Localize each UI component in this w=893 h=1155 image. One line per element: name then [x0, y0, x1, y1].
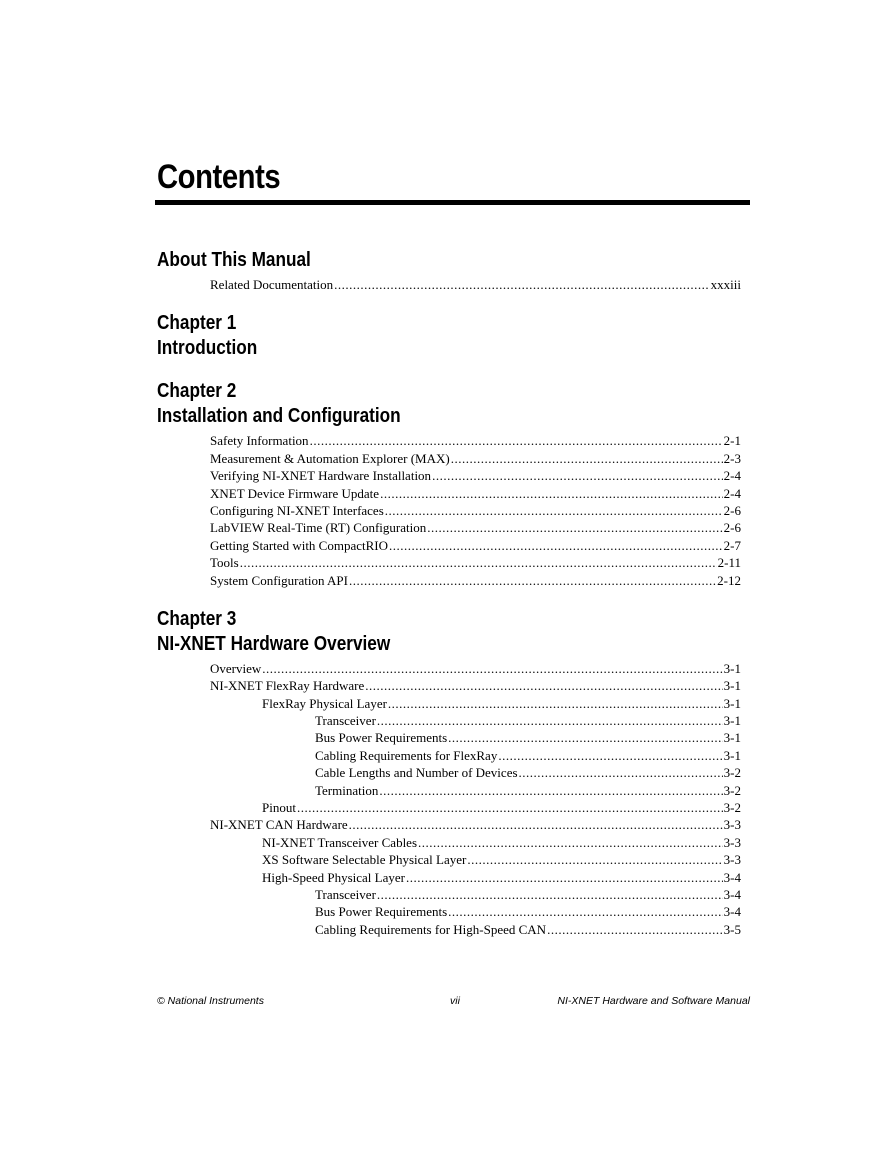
toc-entry-page: 3-1 [723, 730, 741, 746]
toc-entry[interactable] [315, 729, 741, 746]
toc-entry-page: 3-4 [723, 869, 741, 885]
dot-leader [349, 572, 716, 589]
toc-entry-title: Verifying NI-XNET Hardware Installation [210, 468, 432, 484]
dot-leader [451, 450, 723, 467]
toc-entry-page: 2-7 [723, 537, 741, 553]
toc-entry[interactable] [210, 554, 741, 571]
toc-entry[interactable] [210, 537, 741, 554]
dot-leader [240, 554, 717, 571]
toc-entry[interactable] [315, 921, 741, 938]
toc-entry-title: Cable Lengths and Number of Devices [315, 765, 518, 781]
toc-entry-page: 2-3 [723, 450, 741, 466]
toc-entry[interactable] [315, 886, 741, 903]
dot-leader [406, 869, 723, 886]
chapter-number: Chapter 3 [157, 607, 237, 630]
toc-entry[interactable] [210, 677, 741, 694]
dot-leader [418, 834, 723, 851]
toc-entry[interactable] [315, 764, 741, 781]
dot-leader [365, 677, 722, 694]
page-footer [157, 995, 750, 1011]
toc-entry-title: FlexRay Physical Layer [262, 695, 387, 711]
toc-entry-title: NI-XNET Transceiver Cables [262, 834, 418, 850]
toc-entry-title: System Configuration API [210, 572, 348, 588]
footer-page-number: vii [450, 995, 460, 1007]
dot-leader [377, 712, 723, 729]
toc-entry-page: 3-1 [723, 747, 741, 763]
dot-leader [432, 467, 723, 484]
toc-entry-title: Overview [210, 660, 262, 676]
toc-section [157, 607, 750, 938]
toc-entry[interactable] [210, 502, 741, 519]
dot-leader [388, 695, 723, 712]
dot-leader [334, 276, 710, 293]
toc-entry-page: 3-1 [723, 713, 741, 729]
toc-entry-title: Transceiver [315, 886, 376, 902]
section-heading: Introduction [157, 337, 258, 360]
toc-entry-title: Pinout [262, 800, 296, 816]
dot-leader [262, 660, 722, 677]
toc-entry-title: NI-XNET CAN Hardware [210, 817, 348, 833]
toc-entry-page: 3-4 [723, 904, 741, 920]
toc-entry-title: Measurement & Automation Explorer (MAX) [210, 450, 450, 466]
toc-entry-title: NI-XNET FlexRay Hardware [210, 678, 365, 694]
dot-leader [519, 764, 723, 781]
toc-section [157, 248, 750, 293]
toc-entry-title: XNET Device Firmware Update [210, 485, 380, 501]
section-heading: About This Manual [157, 249, 311, 271]
toc-entry-title: Configuring NI-XNET Interfaces [210, 502, 384, 518]
toc-entry[interactable] [210, 572, 741, 589]
toc-entry-page: 2-4 [723, 485, 741, 501]
dot-leader [377, 886, 723, 903]
toc-entry[interactable] [210, 485, 741, 502]
toc-entry-page: 3-2 [723, 800, 741, 816]
toc-entry-page: 3-4 [723, 886, 741, 902]
toc-entry[interactable] [210, 467, 741, 484]
toc-entry-title: Bus Power Requirements [315, 730, 448, 746]
toc-entry[interactable] [262, 869, 741, 886]
toc-entry[interactable] [210, 519, 741, 536]
toc-entry[interactable] [262, 851, 741, 868]
dot-leader [427, 519, 722, 536]
toc-entry[interactable] [315, 747, 741, 764]
toc-entry[interactable] [210, 432, 741, 449]
toc-entry-page: 2-11 [717, 555, 741, 571]
toc-entry-page: 3-3 [723, 817, 741, 833]
table-of-contents [157, 248, 750, 956]
toc-entry[interactable] [210, 276, 741, 293]
footer-publisher: © National Instruments [157, 995, 264, 1007]
toc-entry-page: 3-1 [723, 660, 741, 676]
toc-entry-title: XS Software Selectable Physical Layer [262, 852, 467, 868]
dot-leader [448, 903, 723, 920]
chapter-number: Chapter 2 [157, 380, 237, 403]
toc-entry-title: Cabling Requirements for High-Speed CAN [315, 921, 547, 937]
toc-entry-title: Tools [210, 555, 239, 571]
section-heading: Installation and Configuration [157, 405, 401, 428]
toc-entry-page: 3-2 [723, 782, 741, 798]
dot-leader [467, 851, 722, 868]
toc-entry-page: 3-2 [723, 765, 741, 781]
toc-entry-page: 3-3 [723, 852, 741, 868]
chapter-number: Chapter 1 [157, 312, 237, 335]
dot-leader [547, 921, 723, 938]
dot-leader [380, 485, 723, 502]
toc-entry-title: LabVIEW Real-Time (RT) Configuration [210, 520, 427, 536]
toc-entry-page: 3-1 [723, 695, 741, 711]
dot-leader [379, 782, 722, 799]
dot-leader [385, 502, 723, 519]
toc-entry-page: 2-1 [723, 433, 741, 449]
toc-entry-page: 3-5 [723, 921, 741, 937]
toc-entry[interactable] [315, 712, 741, 729]
toc-entry-page: 2-6 [723, 502, 741, 518]
toc-entry[interactable] [315, 903, 741, 920]
toc-entry-title: Termination [315, 782, 379, 798]
dot-leader [498, 747, 722, 764]
toc-entry-title: Bus Power Requirements [315, 904, 448, 920]
dot-leader [297, 799, 723, 816]
toc-entry[interactable] [262, 695, 741, 712]
dot-leader [448, 729, 723, 746]
dot-leader [389, 537, 723, 554]
dot-leader [349, 816, 723, 833]
toc-section [157, 311, 750, 361]
section-heading: NI-XNET Hardware Overview [157, 632, 391, 655]
toc-entry-title: Safety Information [210, 433, 309, 449]
toc-entry-title: Related Documentation [210, 277, 334, 292]
toc-section [157, 379, 750, 589]
toc-entry[interactable] [315, 782, 741, 799]
dot-leader [310, 432, 723, 449]
page-title: Contents [157, 158, 281, 196]
toc-entry-title: Transceiver [315, 713, 376, 729]
toc-entry[interactable] [210, 660, 741, 677]
toc-entry-page: 2-12 [717, 572, 741, 588]
toc-entry-page: 2-6 [723, 520, 741, 536]
toc-entry[interactable] [262, 799, 741, 816]
toc-entry-page: xxxiii [710, 277, 741, 292]
toc-entry-page: 2-4 [723, 468, 741, 484]
toc-entry[interactable] [210, 816, 741, 833]
toc-entry-page: 3-1 [723, 678, 741, 694]
footer-manual-title: NI-XNET Hardware and Software Manual [557, 995, 750, 1007]
toc-entry-title: Getting Started with CompactRIO [210, 537, 389, 553]
toc-entry-title: High-Speed Physical Layer [262, 869, 405, 885]
title-rule [155, 200, 750, 205]
toc-entry-title: Cabling Requirements for FlexRay [315, 747, 498, 763]
toc-entry-page: 3-3 [723, 834, 741, 850]
toc-entry[interactable] [210, 450, 741, 467]
toc-entry[interactable] [262, 834, 741, 851]
